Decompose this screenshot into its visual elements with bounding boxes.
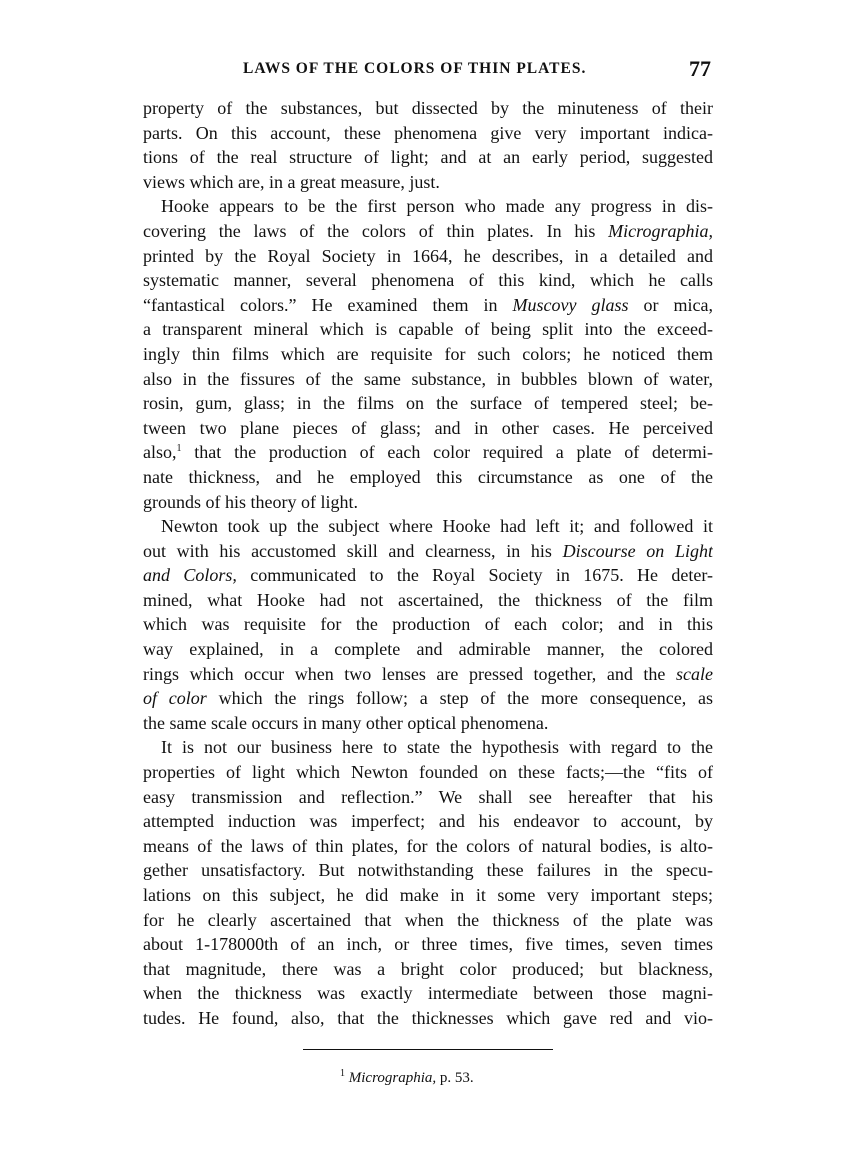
line-text: tudes. He found, also, that the thicknesses which gave red and vio-: [143, 1007, 713, 1028]
text-line: [143, 514, 713, 539]
text-line: [143, 686, 713, 711]
text-line: [143, 637, 713, 662]
line-text: for he clearly ascertained that when the thickness of the plate was: [143, 909, 713, 930]
line-text: that the production of each color required a plate of determi-: [181, 442, 713, 463]
text-line: [143, 367, 713, 392]
line-text: a transparent mineral which is capable of being split into the exceed-: [143, 319, 713, 340]
line-text: properties of light which Newton founded on these facts;—the “fits of: [143, 762, 713, 783]
text-line: [143, 711, 713, 736]
italic-text: scale: [676, 663, 713, 684]
footnote-reference: 1: [176, 443, 182, 455]
text-line: [143, 194, 713, 219]
body-text: [143, 96, 713, 1031]
line-text: that magnitude, there was a bright color produced; but blackness,: [143, 958, 713, 979]
line-text: attempted induction was imperfect; and his endeavor to account, by: [143, 811, 713, 832]
text-line: [143, 1006, 713, 1031]
line-text: way explained, in a complete and admirable manner, the colored: [143, 639, 713, 660]
line-text: rosin, gum, glass; in the films on the surface of tempered steel; be-: [143, 393, 713, 414]
page-number: 77: [689, 56, 711, 81]
line-text: rings which occur when two lenses are pressed together, and the: [143, 663, 677, 684]
text-line: [143, 244, 713, 269]
italic-text: Micrographia,: [608, 220, 713, 241]
line-text: ingly thin films which are requisite for such colors; he noticed them: [143, 343, 713, 364]
line-text: views which are, in a great measure, just.: [143, 171, 440, 192]
line-text: also in the fissures of the same substance, in bubbles blown of water,: [143, 368, 713, 389]
footnote-rest: p. 53.: [436, 1070, 474, 1086]
text-line: [143, 563, 713, 588]
line-text: property of the substances, but dissected by the minuteness of their: [143, 98, 713, 118]
text-line: [143, 268, 713, 293]
text-line: [143, 490, 713, 515]
line-text: the same scale occurs in many other optical phenomena.: [143, 712, 549, 733]
text-line: [143, 834, 713, 859]
line-text: also,: [143, 442, 177, 463]
line-text: tween two plane pieces of glass; and in other cases. He perceived: [143, 417, 713, 438]
line-text: out with his accustomed skill and clearness, in his: [143, 540, 563, 561]
line-text: lations on this subject, he did make in it some very important steps;: [143, 885, 713, 905]
text-line: [143, 440, 713, 465]
text-line: [143, 342, 713, 367]
text-line: [143, 121, 713, 146]
text-line: [143, 465, 713, 490]
text-line: [143, 96, 713, 121]
text-line: [143, 317, 713, 342]
line-text: easy transmission and reflection.” We shall see hereafter that his: [143, 786, 713, 807]
line-text: covering the laws of the colors of thin plates. In his: [143, 220, 609, 241]
italic-text: Muscovy glass: [512, 294, 629, 315]
text-line: [143, 416, 713, 441]
text-line: [143, 170, 713, 195]
text-line: [143, 957, 713, 982]
footnote: [340, 1070, 474, 1087]
text-line: [143, 391, 713, 416]
running-head: LAWS OF THE COLORS OF THIN PLATES.: [243, 60, 587, 77]
text-line: [143, 908, 713, 933]
text-line: [143, 612, 713, 637]
line-text: grounds of his theory of light.: [143, 491, 358, 512]
text-line: [143, 293, 713, 318]
line-text: means of the laws of thin plates, for the colors of natural bodies, is alto-: [143, 835, 713, 856]
text-line: [143, 145, 713, 170]
line-text: or mica,: [628, 294, 713, 315]
line-text: gether unsatisfactory. But notwithstanding these failures in the specu-: [143, 860, 713, 881]
line-text: parts. On this account, these phenomena give very important indica-: [143, 122, 713, 143]
text-line: [143, 858, 713, 883]
line-text: Newton took up the subject where Hooke had left it; and followed it: [161, 516, 713, 537]
line-text: “fantastical colors.” He examined them in: [143, 294, 513, 315]
line-text: which the rings follow; a step of the more consequence, as: [206, 688, 713, 709]
line-text: about 1-178000th of an inch, or three times, five times, seven times: [143, 934, 713, 955]
line-text: when the thickness was exactly intermediate between those magni-: [143, 983, 713, 1004]
line-text: printed by the Royal Society in 1664, he describes, in a detailed and: [143, 245, 713, 266]
footnote-divider: [303, 1049, 553, 1050]
page-header: [143, 56, 713, 86]
text-line: [143, 760, 713, 785]
line-text: tions of the real structure of light; and at an early period, suggested: [143, 147, 713, 168]
text-line: [143, 219, 713, 244]
line-text: nate thickness, and he employed this circumstance as one of the: [143, 466, 713, 487]
line-text: systematic manner, several phenomena of this kind, which he calls: [143, 270, 713, 291]
text-line: [143, 785, 713, 810]
line-text: communicated to the Royal Society in 1675. He deter-: [236, 565, 713, 586]
italic-text: Discourse on Light: [562, 540, 713, 561]
text-line: [143, 932, 713, 957]
footnote-marker: 1: [340, 1068, 345, 1079]
line-text: Hooke appears to be the first person who made any progress in dis-: [161, 196, 713, 217]
italic-text: and Colors,: [143, 565, 237, 586]
text-line: [143, 735, 713, 760]
line-text: which was requisite for the production of each color; and in this: [143, 614, 713, 635]
text-line: [143, 662, 713, 687]
italic-text: of color: [143, 688, 207, 709]
text-line: [143, 809, 713, 834]
text-line: [143, 883, 713, 908]
text-line: [143, 588, 713, 613]
text-line: [143, 539, 713, 564]
text-line: [143, 981, 713, 1006]
line-text: It is not our business here to state the hypothesis with regard to the: [161, 737, 713, 758]
line-text: mined, what Hooke had not ascertained, the thickness of the film: [143, 589, 713, 610]
footnote-title: Micrographia,: [348, 1070, 437, 1086]
